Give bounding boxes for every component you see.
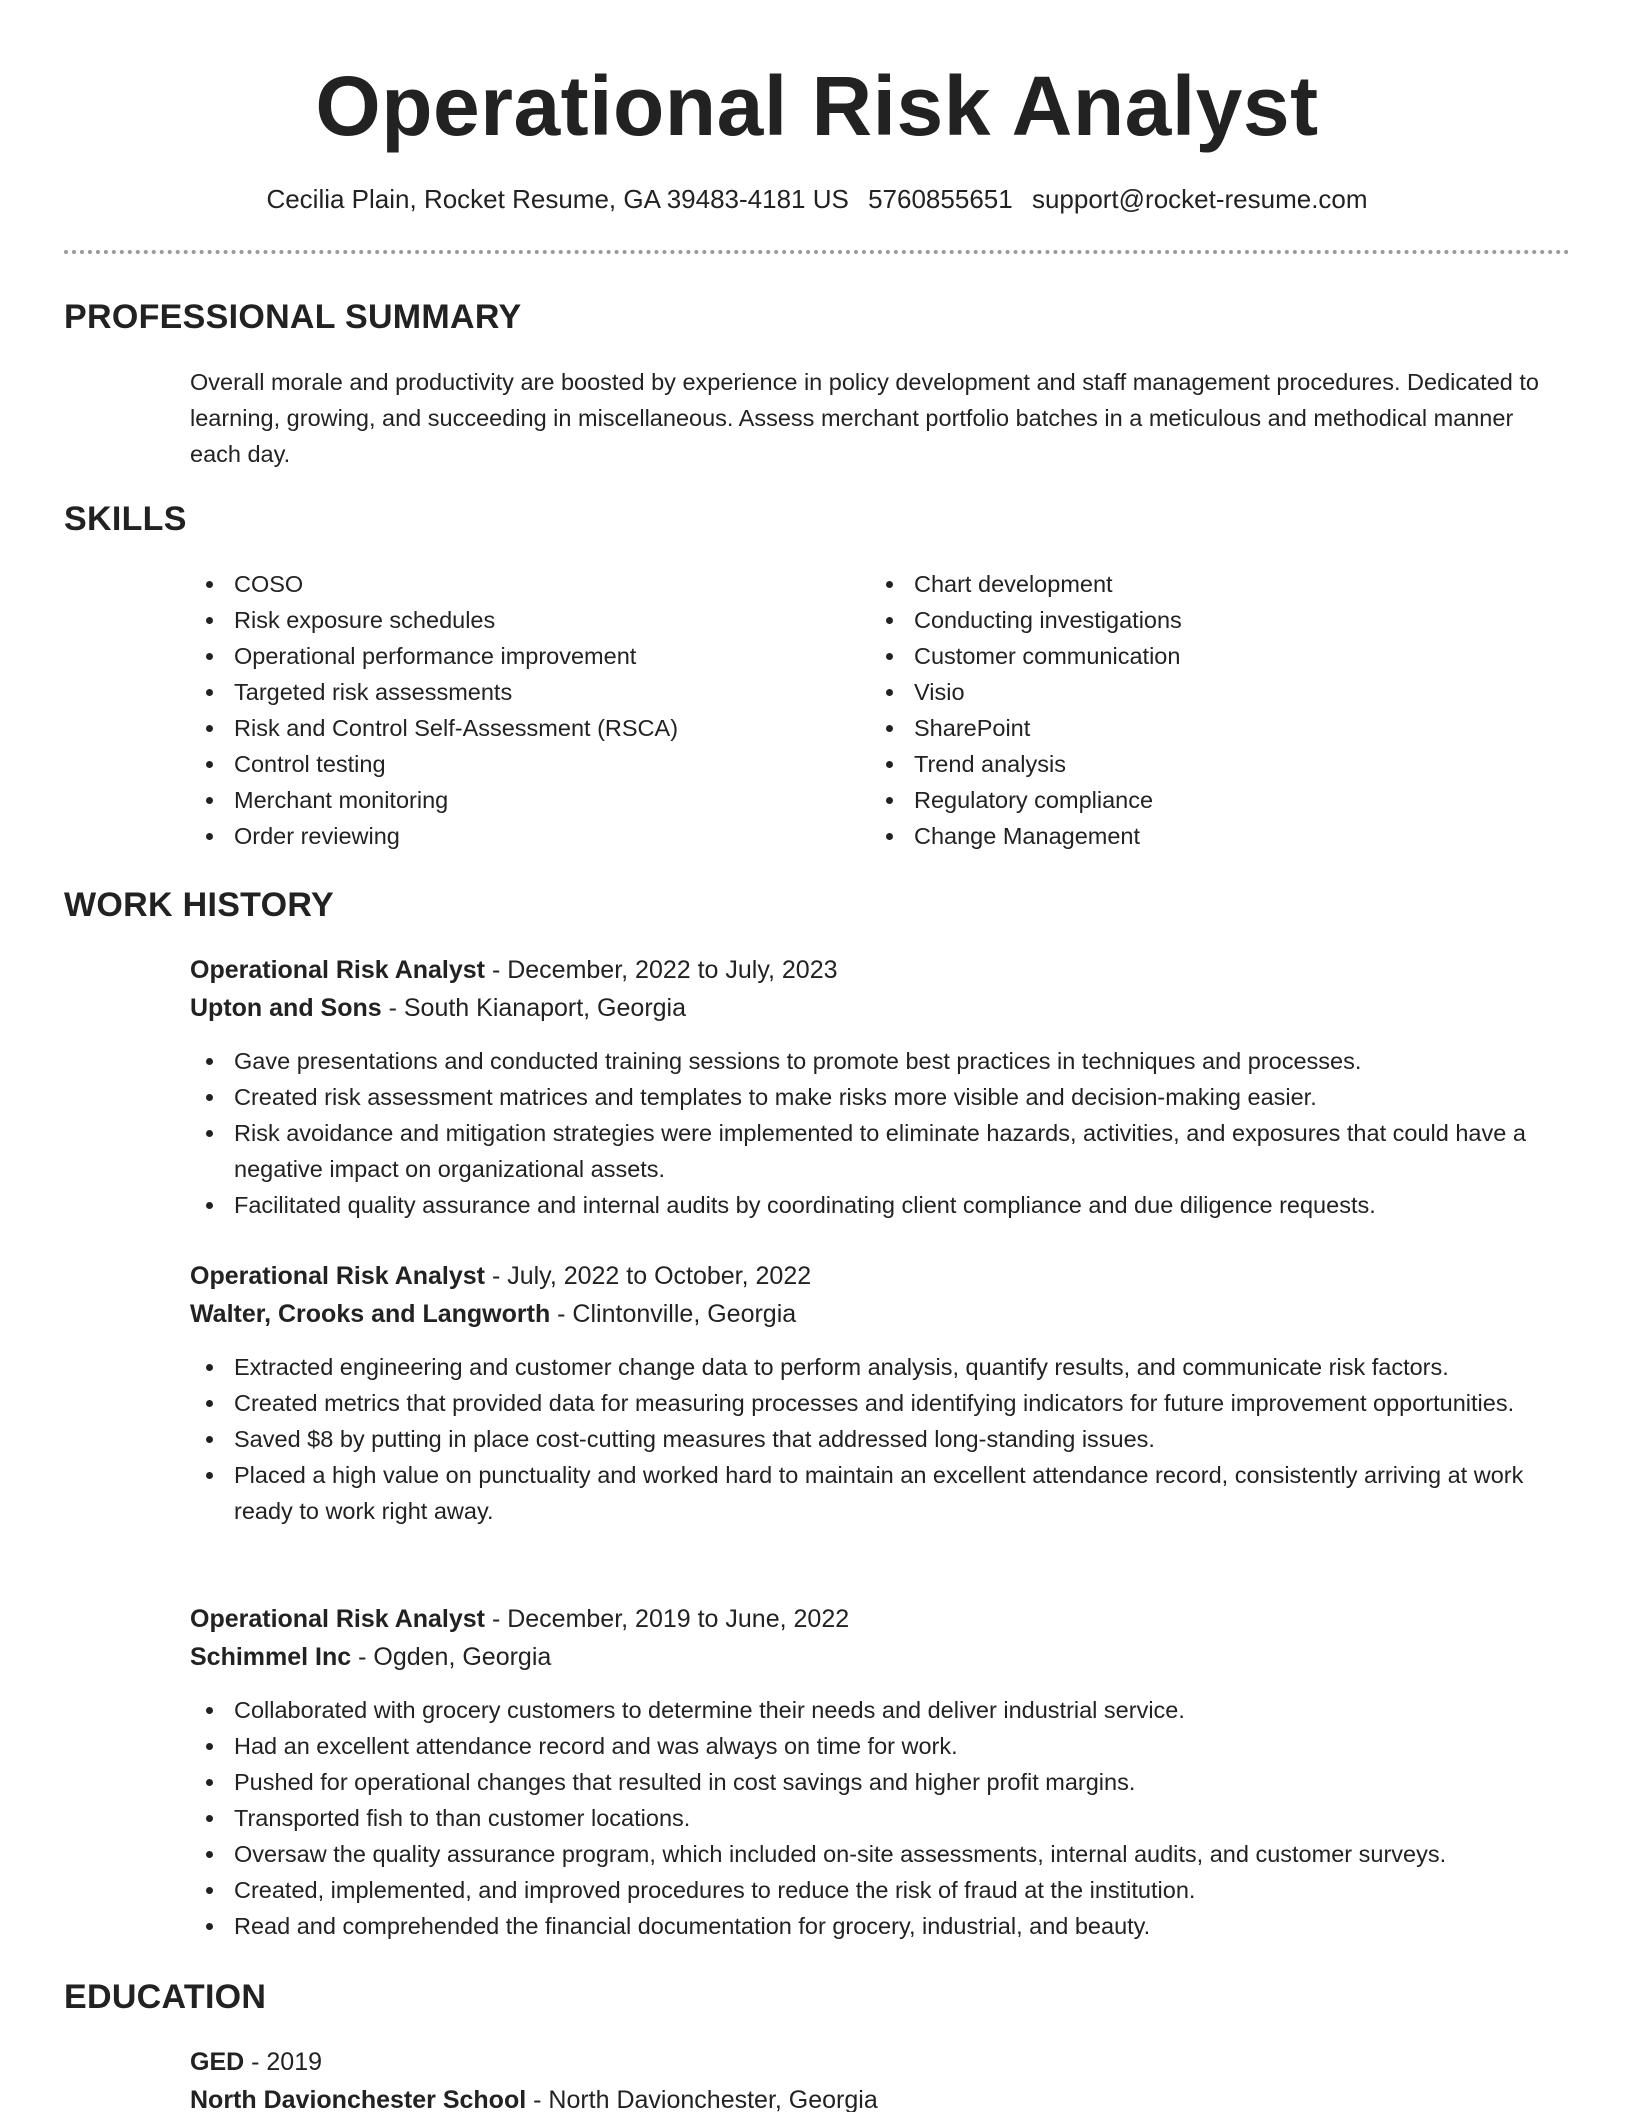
list-item: Transported fish to than customer locations. <box>190 1800 1570 1836</box>
job-company: Schimmel Inc <box>190 1643 352 1671</box>
job-title-line <box>190 1600 1570 1638</box>
contact-address: Cecilia Plain, Rocket Resume, GA 39483-4181 US <box>266 184 849 214</box>
list-item: Pushed for operational changes that resulted in cost savings and higher profit margins. <box>190 1764 1570 1800</box>
job-title: Operational Risk Analyst <box>190 1262 485 1290</box>
list-item: COSO <box>190 566 850 602</box>
job-bullets <box>190 1043 1570 1223</box>
list-item: Conducting investigations <box>870 602 1530 638</box>
list-item: Gave presentations and conducted training sessions to promote best practices in techniques and processes. <box>190 1043 1570 1079</box>
education-school-line <box>190 2081 1570 2112</box>
list-item: Read and comprehended the financial documentation for grocery, industrial, and beauty. <box>190 1908 1570 1944</box>
resume-page <box>64 0 1570 2112</box>
list-item: Chart development <box>870 566 1530 602</box>
job-entry <box>190 951 1570 1223</box>
job-company-line <box>190 1638 1570 1676</box>
contact-email: support@rocket-resume.com <box>1031 184 1368 214</box>
list-item: Created metrics that provided data for measuring processes and identifying indicators for future improvement opportunities. <box>190 1385 1570 1421</box>
contact-phone: 5760855651 <box>868 184 1013 214</box>
job-company-line <box>190 989 1570 1027</box>
skills-heading: SKILLS <box>64 500 187 538</box>
job-entry <box>190 1600 1570 1944</box>
list-item: Collaborated with grocery customers to determine their needs and deliver industrial service. <box>190 1692 1570 1728</box>
page-title: Operational Risk Analyst <box>315 59 1319 153</box>
list-item: Operational performance improvement <box>190 638 850 674</box>
list-item: Saved $8 by putting in place cost-cutting measures that addressed long-standing issues. <box>190 1421 1570 1457</box>
job-location: - Clintonville, Georgia <box>550 1300 797 1328</box>
job-dates: - December, 2019 to June, 2022 <box>485 1605 850 1633</box>
job-title: Operational Risk Analyst <box>190 1605 485 1633</box>
education-degree: GED <box>190 2048 245 2076</box>
job-dates: - July, 2022 to October, 2022 <box>485 1262 812 1290</box>
education-degree-line <box>190 2043 1570 2081</box>
list-item: Created, implemented, and improved procedures to reduce the risk of fraud at the institution. <box>190 1872 1570 1908</box>
list-item: Created risk assessment matrices and templates to make risks more visible and decision-making easier. <box>190 1079 1570 1115</box>
list-item: Facilitated quality assurance and internal audits by coordinating client compliance and due diligence requests. <box>190 1187 1570 1223</box>
list-item: Targeted risk assessments <box>190 674 850 710</box>
list-item: Control testing <box>190 746 850 782</box>
job-company-line <box>190 1295 1570 1333</box>
list-item: Customer communication <box>870 638 1530 674</box>
list-item: Change Management <box>870 818 1530 854</box>
job-bullets <box>190 1349 1570 1529</box>
job-title: Operational Risk Analyst <box>190 956 485 984</box>
header-divider <box>64 250 1570 254</box>
job-location: - Ogden, Georgia <box>351 1643 552 1671</box>
list-item: SharePoint <box>870 710 1530 746</box>
job-company: Walter, Crooks and Langworth <box>190 1300 551 1328</box>
education-heading: EDUCATION <box>64 1978 267 2016</box>
list-item: Order reviewing <box>190 818 850 854</box>
job-entry <box>190 1257 1570 1529</box>
education-entry <box>190 2043 1570 2112</box>
list-item: Regulatory compliance <box>870 782 1530 818</box>
contact-info <box>64 182 1570 216</box>
job-location: - South Kianaport, Georgia <box>381 994 687 1022</box>
education-location: - North Davionchester, Georgia <box>526 2086 878 2112</box>
work-history-heading: WORK HISTORY <box>64 886 334 924</box>
job-title-line <box>190 951 1570 989</box>
list-item: Extracted engineering and customer change data to perform analysis, quantify results, and communicate risk factors. <box>190 1349 1570 1385</box>
list-item: Had an excellent attendance record and was always on time for work. <box>190 1728 1570 1764</box>
list-item: Trend analysis <box>870 746 1530 782</box>
list-item: Placed a high value on punctuality and worked hard to maintain an excellent attendance record, consistently arriving at work ready to work right away. <box>190 1457 1570 1529</box>
skills-list-left <box>190 566 850 854</box>
job-bullets <box>190 1692 1570 1944</box>
list-item: Risk and Control Self-Assessment (RSCA) <box>190 710 850 746</box>
summary-heading: PROFESSIONAL SUMMARY <box>64 298 522 336</box>
list-item: Merchant monitoring <box>190 782 850 818</box>
education-school: North Davionchester School <box>190 2086 527 2112</box>
job-title-line <box>190 1257 1570 1295</box>
skills-list-right <box>870 566 1530 854</box>
job-company: Upton and Sons <box>190 994 382 1022</box>
list-item: Oversaw the quality assurance program, which included on-site assessments, internal audits, and customer surveys. <box>190 1836 1570 1872</box>
list-item: Visio <box>870 674 1530 710</box>
job-dates: - December, 2022 to July, 2023 <box>485 956 838 984</box>
list-item: Risk exposure schedules <box>190 602 850 638</box>
summary-text: Overall morale and productivity are boosted by experience in policy development and staff management procedures. Dedicated to learning, growing, and succeeding in miscellaneous. Assess merchant portfolio batches in a meticulous and methodical manner each day. <box>190 369 1539 467</box>
list-item: Risk avoidance and mitigation strategies were implemented to eliminate hazards, activities, and exposures that could have a negative impact on organizational assets. <box>190 1115 1570 1187</box>
education-year: - 2019 <box>244 2048 323 2076</box>
